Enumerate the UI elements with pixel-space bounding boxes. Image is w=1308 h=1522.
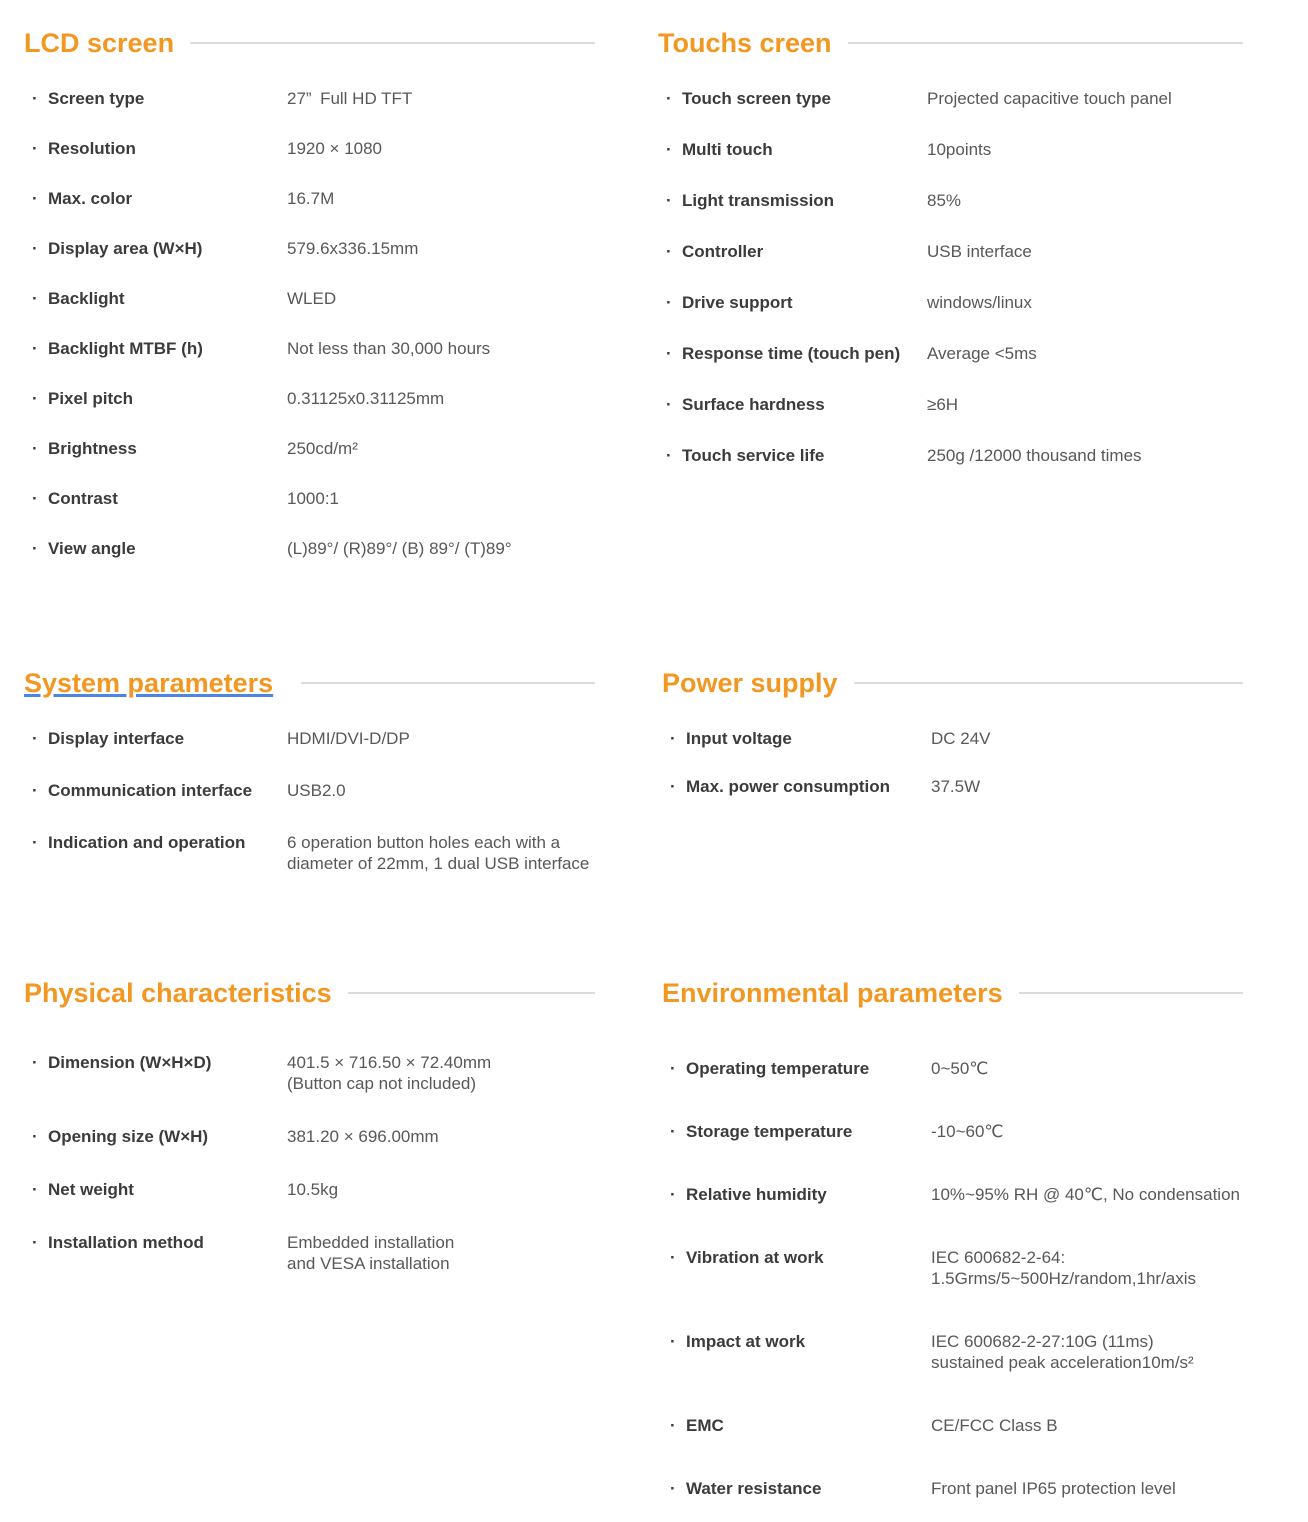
spec-value-line: 579.6x336.15mm <box>287 239 419 258</box>
spec-label: Display area (W×H) <box>48 239 203 258</box>
spec-value <box>287 188 595 209</box>
spec-value-line: sustained peak acceleration10m/s² <box>931 1353 1194 1372</box>
spec-value-line: ≥6H <box>927 395 959 414</box>
bullet-icon: · <box>666 140 672 159</box>
spec-label: Display interface <box>48 729 185 748</box>
spec-value <box>927 394 1243 415</box>
spec-value-line: Embedded installation <box>287 1233 455 1252</box>
bullet-icon: · <box>32 389 38 408</box>
spec-value-line: 0~50℃ <box>931 1059 989 1078</box>
bullet-icon: · <box>32 439 38 458</box>
spec-value <box>927 190 1243 211</box>
spec-value-line: (L)89°/ (R)89°/ (B) 89°/ (T)89° <box>287 539 512 558</box>
spec-value <box>287 1052 595 1094</box>
spec-value <box>287 832 595 874</box>
spec-row <box>662 1121 1243 1142</box>
spec-value-line: HDMI/DVI-D/DP <box>287 729 410 748</box>
spec-value <box>927 88 1243 109</box>
header-rule <box>301 682 595 684</box>
spec-value-line: Front panel IP65 protection level <box>931 1479 1176 1498</box>
spec-value-line: 27” Full HD TFT <box>287 89 413 108</box>
spec-value-line: CE/FCC Class B <box>931 1416 1058 1435</box>
section-environmental-parameters <box>662 976 1243 1499</box>
header-rule <box>348 992 595 994</box>
spec-label: Communication interface <box>48 781 253 800</box>
spec-label: EMC <box>686 1416 724 1435</box>
section-title: Physical characteristics <box>24 978 332 1008</box>
spec-label: Touch screen type <box>682 89 831 108</box>
spec-row <box>662 1415 1243 1436</box>
spec-value-line: 1000:1 <box>287 489 339 508</box>
spec-value-line: 10.5kg <box>287 1180 339 1199</box>
spec-value-line: IEC 600682-2-27:10G (11ms) <box>931 1332 1154 1351</box>
spec-row <box>24 138 595 159</box>
spec-value-line: 16.7M <box>287 189 335 208</box>
spec-value <box>287 88 595 109</box>
spec-value-line: 381.20 × 696.00mm <box>287 1127 439 1146</box>
spec-value-line: Projected capacitive touch panel <box>927 89 1172 108</box>
section-header <box>24 666 595 700</box>
section-physical-characteristics <box>24 976 595 1274</box>
spec-label: Max. power consumption <box>686 777 891 796</box>
spec-label: Contrast <box>48 489 118 508</box>
spec-value-line: windows/linux <box>927 293 1032 312</box>
spec-value-line: USB interface <box>927 242 1032 261</box>
spec-row <box>662 1247 1243 1289</box>
spec-label: Indication and operation <box>48 833 246 852</box>
bullet-icon: · <box>32 539 38 558</box>
spec-value <box>287 538 595 559</box>
spec-label: Water resistance <box>686 1479 822 1498</box>
spec-row <box>24 1126 595 1147</box>
spec-label: Multi touch <box>682 140 773 159</box>
spec-value-line: diameter of 22mm, 1 dual USB interface <box>287 854 590 873</box>
spec-row <box>662 728 1243 749</box>
bullet-icon: · <box>666 191 672 210</box>
spec-row <box>24 88 595 109</box>
spec-row <box>24 338 595 359</box>
bullet-icon: · <box>670 729 676 748</box>
spec-value <box>931 728 1243 749</box>
spec-label: Installation method <box>48 1233 204 1252</box>
spec-value <box>287 1179 595 1200</box>
spec-row <box>24 288 595 309</box>
section-title: System parameters <box>24 668 274 698</box>
spec-row <box>24 238 595 259</box>
spec-value <box>287 388 595 409</box>
section-title: Touchs creen <box>658 28 832 58</box>
section-system-parameters <box>24 666 595 874</box>
spec-value <box>927 292 1243 313</box>
spec-row <box>24 1052 595 1094</box>
spec-value-line: (Button cap not included) <box>287 1074 477 1093</box>
spec-row <box>658 190 1243 211</box>
spec-value-line: 10%~95% RH @ 40℃, No condensation <box>931 1185 1240 1204</box>
section-header <box>662 666 1243 700</box>
spec-row <box>24 832 595 874</box>
spec-value <box>287 238 595 259</box>
spec-value <box>931 1247 1243 1289</box>
spec-value-line: 1.5Grms/5~500Hz/random,1hr/axis <box>931 1269 1197 1288</box>
section-header <box>24 26 595 60</box>
spec-value <box>931 1184 1243 1205</box>
section-title: Power supply <box>662 668 838 698</box>
spec-label: Net weight <box>48 1180 134 1199</box>
spec-value <box>287 138 595 159</box>
spec-value <box>931 776 1243 797</box>
spec-label: View angle <box>48 539 136 558</box>
bullet-icon: · <box>666 293 672 312</box>
spec-row <box>658 139 1243 160</box>
spec-value <box>287 728 595 749</box>
spec-rows <box>662 1058 1243 1499</box>
bullet-icon: · <box>32 239 38 258</box>
spec-label: Impact at work <box>686 1332 806 1351</box>
bullet-icon: · <box>670 1332 676 1351</box>
bullet-icon: · <box>670 1185 676 1204</box>
header-rule <box>854 682 1243 684</box>
bullet-icon: · <box>32 1180 38 1199</box>
header-rule <box>1019 992 1243 994</box>
bullet-icon: · <box>670 1059 676 1078</box>
spec-value <box>287 338 595 359</box>
spec-row <box>24 438 595 459</box>
spec-value <box>287 780 595 801</box>
spec-rows <box>662 728 1243 797</box>
spec-value-line: WLED <box>287 289 337 308</box>
spec-label: Opening size (W×H) <box>48 1127 209 1146</box>
spec-row <box>658 88 1243 109</box>
spec-value <box>927 241 1243 262</box>
spec-row <box>662 776 1243 797</box>
spec-row <box>658 241 1243 262</box>
section-header <box>658 26 1243 60</box>
spec-value <box>931 1478 1243 1499</box>
spec-row <box>24 1179 595 1200</box>
spec-value-line: 250g /12000 thousand times <box>927 446 1142 465</box>
bullet-icon: · <box>666 395 672 414</box>
spec-value-line: 250cd/m² <box>287 439 358 458</box>
bullet-icon: · <box>32 339 38 358</box>
spec-label: Drive support <box>682 293 793 312</box>
spec-row <box>658 445 1243 466</box>
bullet-icon: · <box>32 489 38 508</box>
bullet-icon: · <box>666 89 672 108</box>
spec-row <box>24 538 595 559</box>
spec-row <box>662 1058 1243 1079</box>
spec-value <box>287 1126 595 1147</box>
spec-label: Dimension (W×H×D) <box>48 1053 212 1072</box>
spec-row <box>24 488 595 509</box>
spec-value-line: 10points <box>927 140 992 159</box>
spec-value <box>287 1232 595 1274</box>
bullet-icon: · <box>32 781 38 800</box>
spec-row <box>662 1478 1243 1499</box>
spec-rows <box>24 88 595 559</box>
spec-value-line: -10~60℃ <box>931 1122 1004 1141</box>
spec-label: Backlight MTBF (h) <box>48 339 203 358</box>
spec-label: Storage temperature <box>686 1122 853 1141</box>
spec-value-line: IEC 600682-2-64: <box>931 1248 1066 1267</box>
spec-row <box>658 292 1243 313</box>
spec-value <box>927 445 1243 466</box>
spec-row <box>658 394 1243 415</box>
spec-value <box>287 288 595 309</box>
spec-value-line: Average <5ms <box>927 344 1037 363</box>
spec-value <box>931 1331 1243 1373</box>
spec-value-line: 6 operation button holes each with a <box>287 833 561 852</box>
spec-row <box>24 1232 595 1274</box>
spec-label: Response time (touch pen) <box>682 344 901 363</box>
section-power-supply <box>662 666 1243 797</box>
bullet-icon: · <box>32 139 38 158</box>
spec-value-line: 0.31125x0.31125mm <box>287 389 445 408</box>
spec-value-line: USB2.0 <box>287 781 346 800</box>
spec-value <box>287 488 595 509</box>
spec-label: Relative humidity <box>686 1185 827 1204</box>
spec-value-line: and VESA installation <box>287 1254 450 1273</box>
spec-rows <box>24 728 595 874</box>
spec-rows <box>658 88 1243 466</box>
spec-label: Backlight <box>48 289 125 308</box>
spec-label: Surface hardness <box>682 395 825 414</box>
spec-value <box>927 139 1243 160</box>
bullet-icon: · <box>32 289 38 308</box>
bullet-icon: · <box>32 1127 38 1146</box>
spec-label: Max. color <box>48 189 133 208</box>
header-rule <box>848 42 1243 44</box>
spec-value-line: 401.5 × 716.50 × 72.40mm <box>287 1053 492 1072</box>
bullet-icon: · <box>670 777 676 796</box>
bullet-icon: · <box>670 1122 676 1141</box>
spec-rows <box>24 1052 595 1274</box>
spec-label: Resolution <box>48 139 136 158</box>
bullet-icon: · <box>670 1479 676 1498</box>
bullet-icon: · <box>666 344 672 363</box>
spec-label: Operating temperature <box>686 1059 870 1078</box>
section-title: Environmental parameters <box>662 978 1003 1008</box>
spec-value-line: 1920 × 1080 <box>287 139 383 158</box>
spec-value-line: Not less than 30,000 hours <box>287 339 491 358</box>
bullet-icon: · <box>670 1416 676 1435</box>
spec-row <box>658 343 1243 364</box>
bullet-icon: · <box>32 833 38 852</box>
spec-value-line: 37.5W <box>931 777 981 796</box>
section-header <box>24 976 595 1010</box>
spec-label: Screen type <box>48 89 145 108</box>
spec-label: Light transmission <box>682 191 835 210</box>
spec-value <box>931 1058 1243 1079</box>
bullet-icon: · <box>32 729 38 748</box>
spec-value <box>927 343 1243 364</box>
spec-label: Input voltage <box>686 729 792 748</box>
spec-row <box>24 388 595 409</box>
spec-row <box>662 1184 1243 1205</box>
bullet-icon: · <box>32 189 38 208</box>
spec-label: Pixel pitch <box>48 389 134 408</box>
bullet-icon: · <box>32 1053 38 1072</box>
bullet-icon: · <box>670 1248 676 1267</box>
spec-label: Vibration at work <box>686 1248 824 1267</box>
bullet-icon: · <box>666 242 672 261</box>
section-header <box>662 976 1243 1010</box>
spec-row <box>24 728 595 749</box>
spec-value <box>287 438 595 459</box>
section-title: LCD screen <box>24 28 175 58</box>
spec-label: Touch service life <box>682 446 825 465</box>
spec-value <box>931 1121 1243 1142</box>
section-touch-screen <box>658 26 1243 466</box>
spec-row <box>24 780 595 801</box>
spec-row <box>24 188 595 209</box>
bullet-icon: · <box>32 1233 38 1252</box>
spec-value-line: 85% <box>927 191 962 210</box>
spec-row <box>662 1331 1243 1373</box>
bullet-icon: · <box>666 446 672 465</box>
spec-value <box>931 1415 1243 1436</box>
header-rule <box>190 42 595 44</box>
spec-value-line: DC 24V <box>931 729 991 748</box>
section-lcd-screen <box>24 26 595 559</box>
spec-label: Brightness <box>48 439 137 458</box>
bullet-icon: · <box>32 89 38 108</box>
spec-label: Controller <box>682 242 764 261</box>
